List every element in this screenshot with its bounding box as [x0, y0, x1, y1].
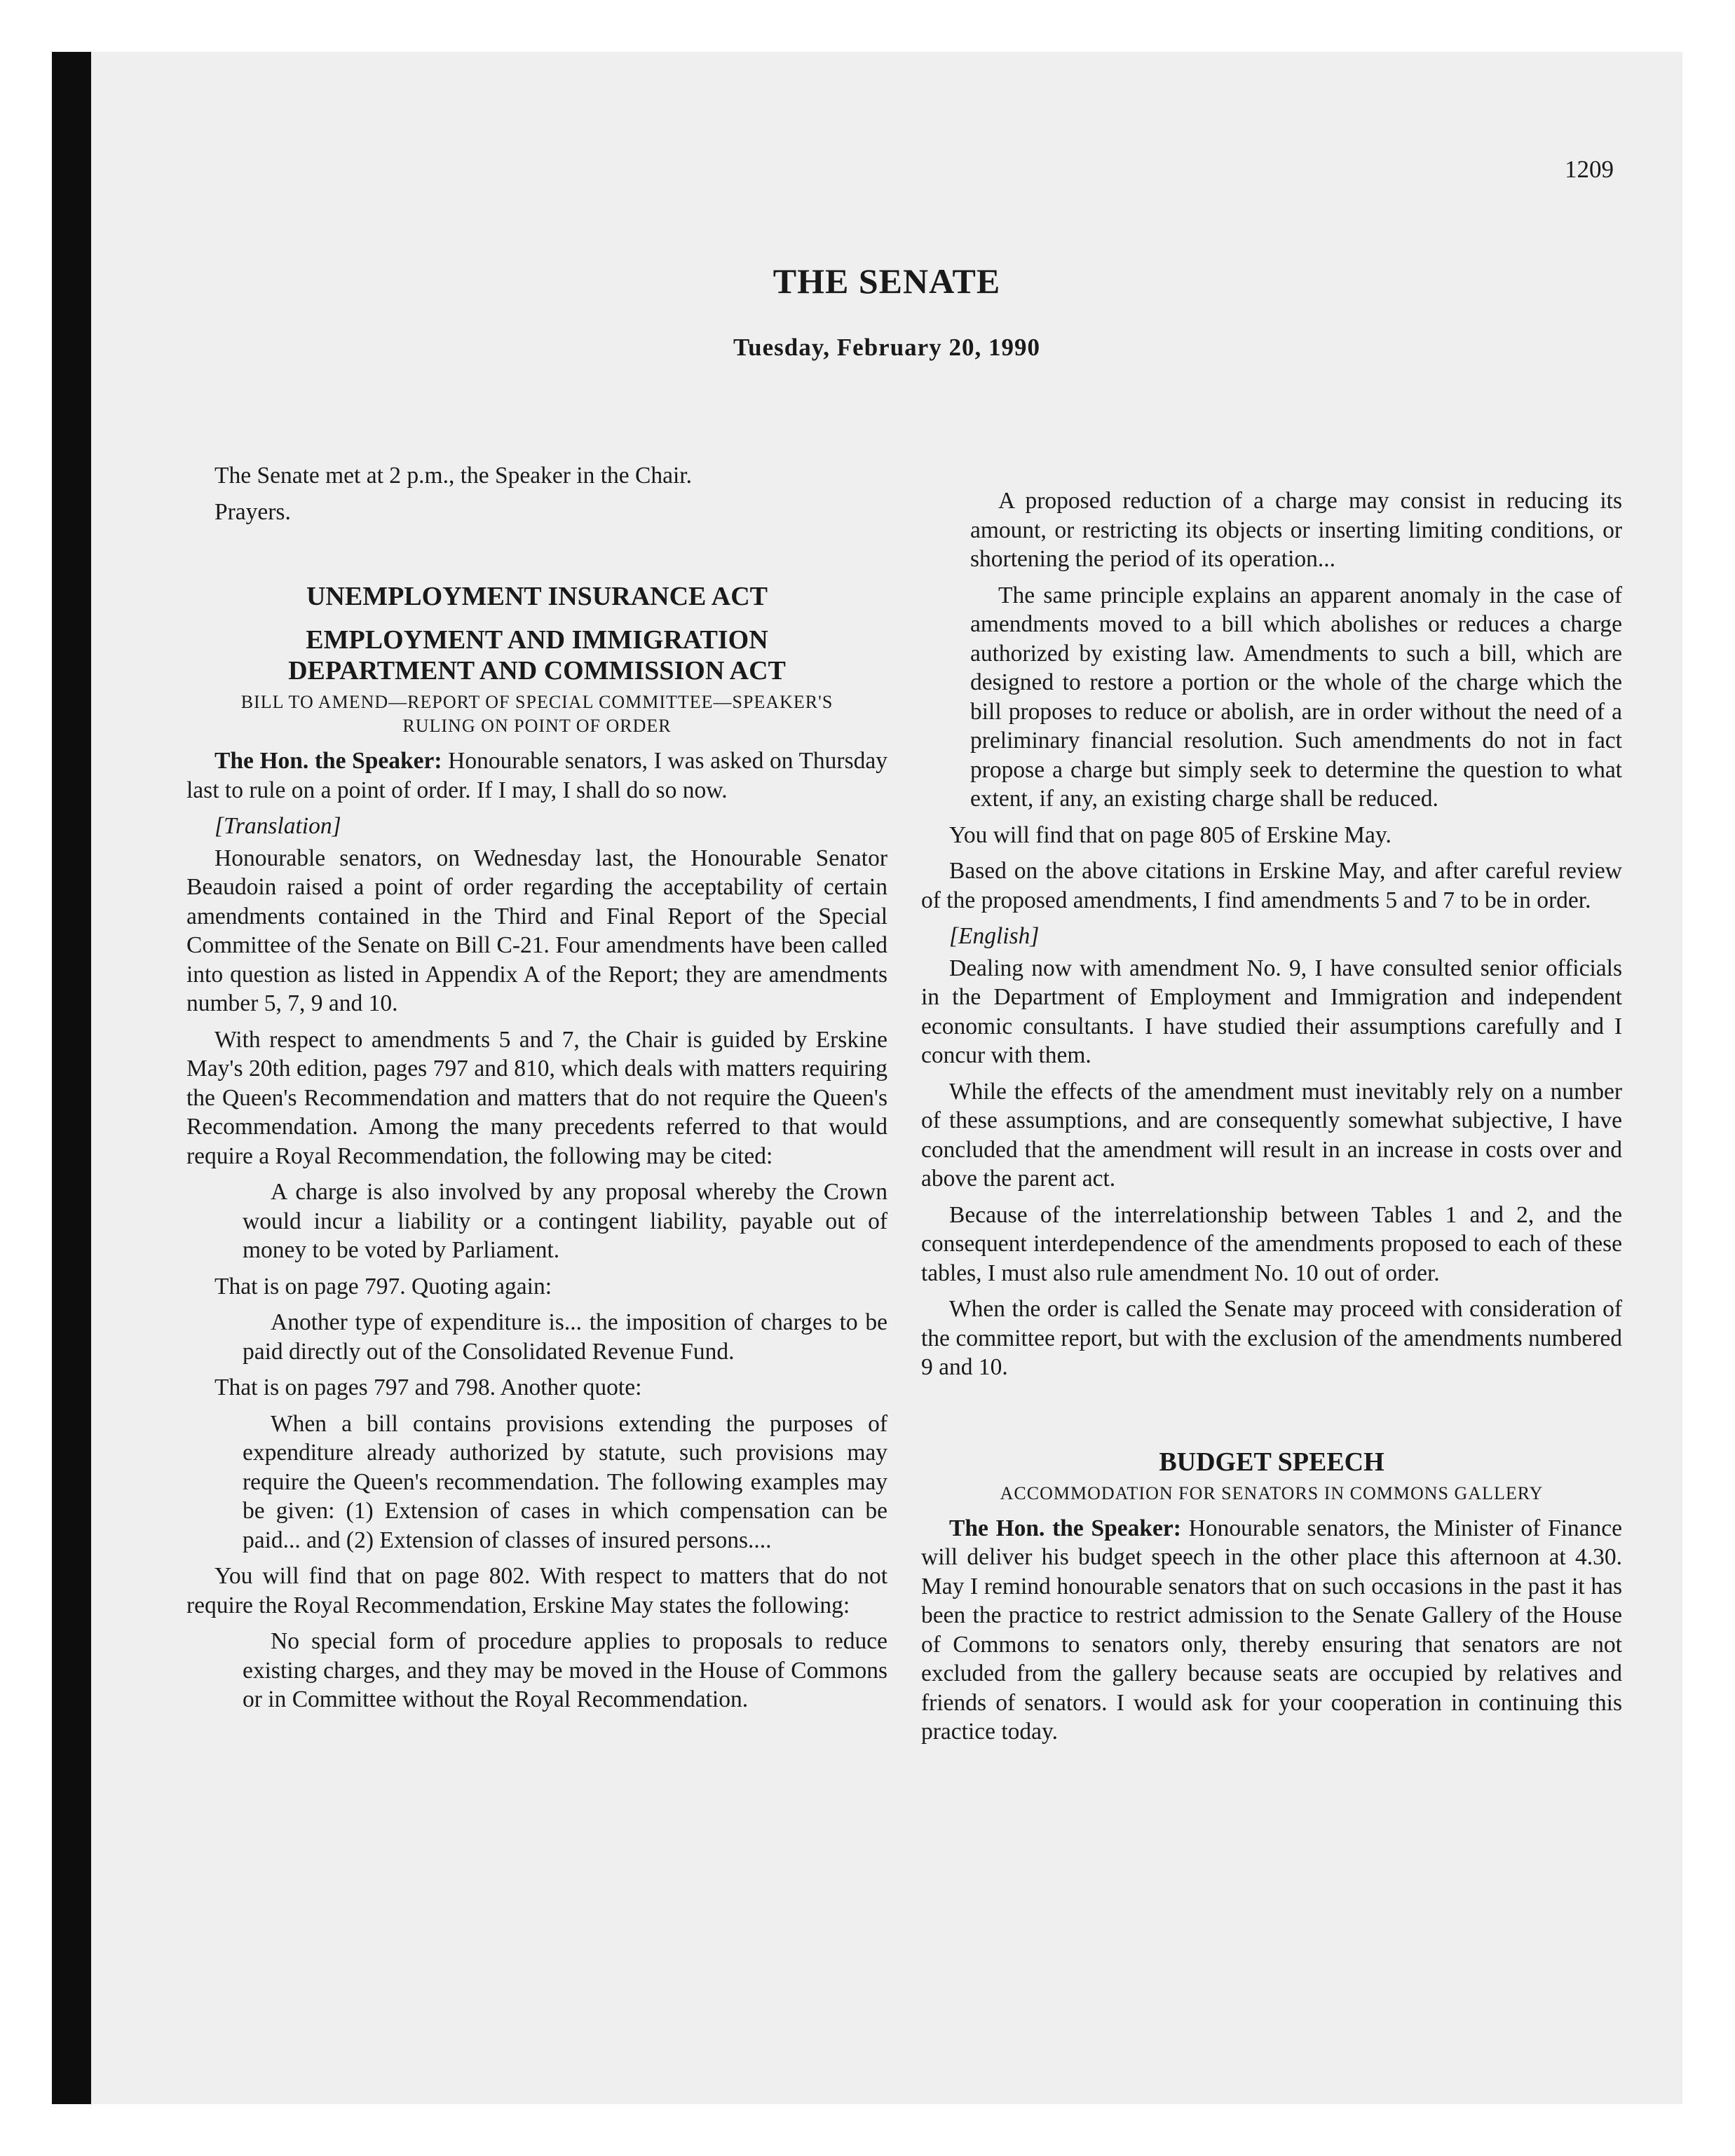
prayers-line: Prayers. [215, 498, 291, 525]
speech-text: Honourable senators, I was asked on Thursday last to rule on a point of order. If I may, I shall do so now. [186, 748, 887, 803]
paragraph: That is on pages 797 and 798. Another quote: [215, 1374, 642, 1400]
block-quote: A proposed reduction of a charge may consist in reducing its amount, or restricting its objects or inserting limiting conditions, or shortening the period of its operation... [970, 488, 1622, 572]
page-sheet [52, 52, 1682, 2104]
paragraph: You will find that on page 802. With respect to matters that do not require the Royal Recommendation, Erskine May states the following: [186, 1563, 887, 1618]
paragraph: That is on page 797. Quoting again: [215, 1273, 552, 1299]
paragraph: Honourable senators, on Wednesday last, the Honourable Senator Beaudoin raised a point of order regarding the acceptability of certain amendments contained in the Third and Final Report of the Special Committee of the Senate on Bill C-21. Four amendments have been called into question as listed in Appendix A of the Report; they are amendments number 5, 7, 9 and 10. [186, 845, 887, 1016]
section-heading-2: EMPLOYMENT AND IMMIGRATION DEPARTMENT AND COMMISSION ACT [288, 625, 786, 685]
budget-heading: BUDGET SPEECH [1159, 1447, 1384, 1477]
paragraph: While the effects of the amendment must inevitably rely on a number of these assumptions, and are consequently somewhat subjective, I have concluded that the amendment will result in an increase in costs over and above the parent act. [921, 1078, 1622, 1192]
speech-text: Honourable senators, the Minister of Finance will deliver his budget speech in the other place this afternoon at 4.30. May I remind honourable senators that on such occasions in the past it has been the practice to restrict admission to the Senate Gallery of the House of Commons to senators only, thereby ensuring that senators are not excluded from the gallery because seats are occupied by relatives and friends of senators. I would ask for your cooperation in continuing this practice today. [921, 1515, 1622, 1745]
paragraph [186, 746, 887, 805]
paragraph [921, 1514, 1622, 1747]
paragraph: Because of the interrelationship between Tables 1 and 2, and the consequent interdependence of the amendments proposed to each of these tables, I must also rule amendment No. 10 out of order. [921, 1201, 1622, 1286]
paragraph: Based on the above citations in Erskine May, and after careful review of the proposed amendments, I find amendments 5 and 7 to be in order. [921, 858, 1622, 913]
binding-edge [52, 52, 91, 2104]
english-tag: [English] [949, 923, 1040, 949]
left-column [186, 461, 887, 1721]
sitting-date: Tuesday, February 20, 1990 [733, 334, 1040, 361]
block-quote: The same principle explains an apparent anomaly in the case of amendments moved to a bill which abolishes or reduces a charge authorized by existing law. Amendments to such a bill, which are designed to restore a portion or the whole of the charge which the bill proposes to reduce or abolish, are in order without the need of a preliminary financial resolution. Such amendments do not in fact propose a charge but simply seek to determine the question to what extent, if any, an existing charge shall be reduced. [970, 582, 1622, 812]
block-quote: A charge is also involved by any proposal whereby the Crown would incur a liability or a contingent liability, payable out of money to be voted by Parliament. [243, 1179, 887, 1263]
paragraph: When the order is called the Senate may proceed with consideration of the committee report, but with the exclusion of the amendments numbered 9 and 10. [921, 1296, 1622, 1380]
translation-tag: [Translation] [215, 813, 341, 839]
right-column [921, 486, 1622, 1754]
block-quote: Another type of expenditure is... the imposition of charges to be paid directly out of the Consolidated Revenue Fund. [243, 1309, 887, 1365]
speaker-label: The Hon. the Speaker: [949, 1515, 1181, 1541]
paragraph: With respect to amendments 5 and 7, the Chair is guided by Erskine May's 20th edition, pages 797 and 810, which deals with matters requiring the Queen's Recommendation and matters that do not require the Queen's Recommendation. Among the many precedents referred to that would require a Royal Recommendation, the following may be cited: [186, 1026, 887, 1169]
page-title: THE SENATE [773, 261, 1001, 301]
page-number: 1209 [1565, 156, 1614, 183]
section-subheading: BILL TO AMEND—REPORT OF SPECIAL COMMITTEE—SPEAKER'S RULING ON POINT OF ORDER [240, 692, 834, 736]
speaker-label: The Hon. the Speaker: [215, 748, 442, 774]
intro-line: The Senate met at 2 p.m., the Speaker in the Chair. [215, 463, 692, 489]
paragraph: You will find that on page 805 of Erskine May. [949, 821, 1392, 848]
budget-subheading: ACCOMMODATION FOR SENATORS IN COMMONS GALLERY [1000, 1482, 1544, 1503]
section-heading: UNEMPLOYMENT INSURANCE ACT [306, 582, 768, 611]
block-quote: No special form of procedure applies to proposals to reduce existing charges, and they may be moved in the House of Commons or in Committee without the Royal Recommendation. [243, 1628, 887, 1712]
paragraph: Dealing now with amendment No. 9, I have consulted senior officials in the Department of Employment and Immigration and independent economic consultants. I have studied their assumptions carefully and I concur with them. [921, 955, 1622, 1068]
block-quote: When a bill contains provisions extending the purposes of expenditure already authorized by statute, such provisions may require the Queen's recommendation. The following examples may be given: (1) Extension of cases in which compensation can be paid... and (2) Extension of classes of insured persons.... [243, 1410, 887, 1553]
